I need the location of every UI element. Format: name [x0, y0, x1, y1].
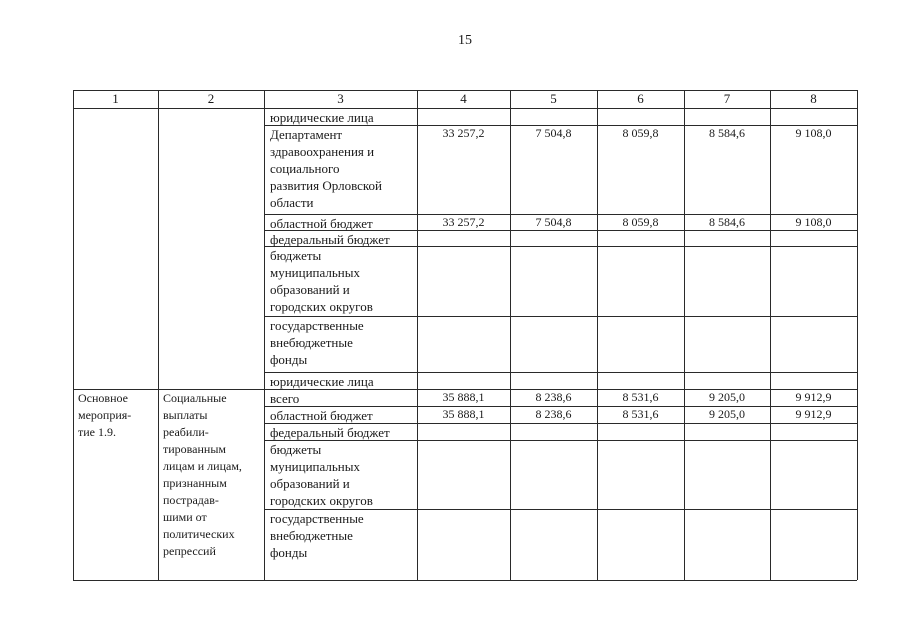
- column-divider: [417, 90, 418, 580]
- row-value: 35 888,1: [442, 407, 485, 421]
- header-cell-7: 7: [723, 91, 731, 106]
- column-divider: [597, 90, 598, 580]
- row-value: 8 238,6: [535, 407, 572, 421]
- row-label: всего: [270, 391, 300, 406]
- row-value: 8 584,6: [709, 126, 745, 140]
- row-value: 9 912,9: [795, 407, 832, 421]
- row-value: 7 504,8: [535, 215, 572, 229]
- row-value: 7 504,8: [535, 126, 572, 140]
- header-cell-8: 8: [810, 91, 817, 106]
- column-divider: [73, 90, 74, 580]
- row-value: 9 912,9: [795, 390, 832, 404]
- row-value: 35 888,1: [442, 390, 485, 404]
- row-label: государственные внебюджетные фонды: [270, 318, 364, 367]
- row-value: 9 205,0: [709, 407, 745, 421]
- event-number: Основное мероприя- тие 1.9.: [78, 391, 132, 439]
- row-value: 9 205,0: [709, 390, 745, 404]
- column-divider: [264, 90, 265, 580]
- row-value: 33 257,2: [442, 215, 485, 229]
- row-label: юридические лица: [270, 110, 374, 125]
- row-value: 8 584,6: [709, 215, 745, 229]
- header-cell-6: 6: [637, 91, 644, 106]
- column-divider: [770, 90, 771, 580]
- column-divider: [510, 90, 511, 580]
- row-value: 8 531,6: [622, 407, 659, 421]
- header-cell-5: 5: [550, 91, 557, 106]
- row-label: федеральный бюджет: [270, 425, 390, 440]
- row-label: Департамент здравоохранения и социального развития Орловской области: [270, 127, 383, 210]
- row-value: 8 531,6: [622, 390, 659, 404]
- header-cell-3: 3: [337, 91, 344, 106]
- row-value: 8 059,8: [622, 126, 659, 140]
- row-value: 8 238,6: [535, 390, 572, 404]
- header-cell-1: 1: [112, 91, 119, 106]
- row-value: 33 257,2: [442, 126, 485, 140]
- column-divider: [684, 90, 685, 580]
- row-label: государственные внебюджетные фонды: [270, 511, 364, 560]
- header-cell-2: 2: [207, 91, 215, 106]
- header-cell-4: 4: [460, 91, 467, 106]
- header-bottom-border: [73, 108, 857, 109]
- row-label: юридические лица: [270, 374, 374, 389]
- row-label: областной бюджет: [270, 408, 373, 423]
- row-label: бюджеты муниципальных образований и городских округов: [270, 248, 373, 314]
- table-bottom-border: [73, 580, 857, 581]
- page-number: 15: [458, 33, 472, 48]
- column-divider: [158, 90, 159, 580]
- event-description: Социальные выплаты реабили- тированным лицам и лицам, признанным пострадав- шими от политических репрессий: [163, 391, 242, 558]
- row-value: 9 108,0: [795, 126, 832, 140]
- row-label: бюджеты муниципальных образований и городских округов: [270, 442, 373, 508]
- row-value: 8 059,8: [622, 215, 659, 229]
- row-label: федеральный бюджет: [270, 232, 390, 247]
- row-value: 9 108,0: [795, 215, 832, 229]
- column-divider: [857, 90, 858, 580]
- row-label: областной бюджет: [270, 216, 373, 231]
